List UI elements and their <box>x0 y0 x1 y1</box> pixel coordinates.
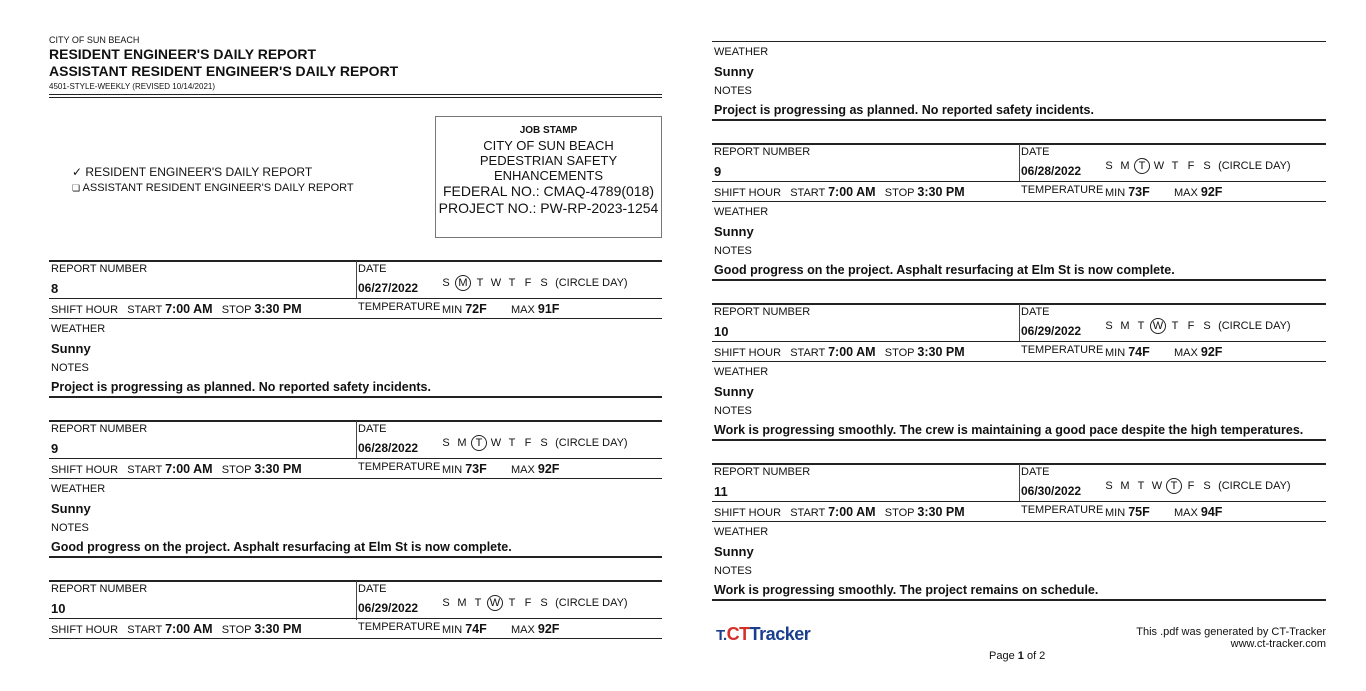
notes-value: Good progress on the project. Asphalt resurfacing at Elm St is now complete. <box>714 263 1175 277</box>
circled-day: W <box>487 595 503 611</box>
max-label: MAX <box>1174 507 1198 519</box>
ct-tracker-logo <box>716 624 810 645</box>
date-label: DATE <box>1021 306 1050 318</box>
report-subtitle: ASSISTANT RESIDENT ENGINEER'S DAILY REPORT <box>49 63 399 79</box>
row-rule <box>712 201 1326 202</box>
shift-hour-label: SHIFT HOUR <box>714 187 782 199</box>
circle-day-label: (CIRCLE DAY) <box>555 597 628 609</box>
min-value: 74F <box>465 622 487 636</box>
continued-rule <box>712 41 1326 42</box>
stop-label: STOP <box>221 464 252 476</box>
date-value: 06/29/2022 <box>1021 324 1082 338</box>
date-label: DATE <box>1021 146 1050 158</box>
checkbox-icon: ❏ <box>72 183 81 193</box>
day-letter: T <box>474 597 482 609</box>
day-letter: F <box>1187 320 1195 332</box>
temperature-label: TEMPERATURE <box>1021 504 1104 516</box>
row-rule <box>49 638 662 639</box>
start-label: START <box>790 507 826 519</box>
shift-hour-row <box>714 185 965 199</box>
notes-value: Work is progressing smoothly. The project remains on schedule. <box>714 583 1099 597</box>
block-bottom-rule <box>712 599 1326 601</box>
start-value: 7:00 AM <box>828 345 876 359</box>
row-rule <box>712 341 1326 342</box>
report-number-label: REPORT NUMBER <box>714 146 811 158</box>
day-letter: S <box>442 277 450 289</box>
max-label: MAX <box>511 464 535 476</box>
page-of: of 2 <box>1026 650 1046 662</box>
circle-day-label: (CIRCLE DAY) <box>1218 320 1291 332</box>
job-stamp-line: PEDESTRIAN SAFETY <box>479 153 618 168</box>
stop-label: STOP <box>884 347 915 359</box>
checklist-label: RESIDENT ENGINEER'S DAILY REPORT <box>85 165 313 179</box>
circle-day-row <box>438 435 628 451</box>
checklist-item-assistant <box>72 182 354 194</box>
block-bottom-rule <box>49 396 662 398</box>
checkmark-icon: ✓ <box>72 165 83 179</box>
day-letter: T <box>508 437 516 449</box>
report-number-value: 11 <box>714 484 728 499</box>
date-value: 06/29/2022 <box>358 601 419 615</box>
job-stamp <box>435 116 662 238</box>
weather-label: WEATHER <box>51 483 106 495</box>
date-value: 06/27/2022 <box>358 281 419 295</box>
weather-label: WEATHER <box>714 206 769 218</box>
stop-label: STOP <box>884 187 915 199</box>
start-value: 7:00 AM <box>828 505 876 519</box>
city-label: CITY OF SUN BEACH <box>49 35 140 45</box>
min-value: 73F <box>1128 185 1150 199</box>
day-letter: S <box>442 597 450 609</box>
circled-day: T <box>1166 478 1182 494</box>
day-letter: T <box>508 597 516 609</box>
notes-value: Good progress on the project. Asphalt resurfacing at Elm St is now complete. <box>51 540 512 554</box>
day-letter: T <box>1171 160 1179 172</box>
weather-value: Sunny <box>714 544 754 559</box>
circle-day-label: (CIRCLE DAY) <box>555 277 628 289</box>
max-label: MAX <box>1174 187 1198 199</box>
day-letter: F <box>1187 480 1195 492</box>
max-label: MAX <box>511 304 535 316</box>
stop-value: 3:30 PM <box>254 622 302 636</box>
day-letter: M <box>1120 320 1130 332</box>
report-number-value: 10 <box>51 601 66 616</box>
row-rule <box>712 361 1326 362</box>
temp-max <box>1174 345 1222 359</box>
circle-day-label: (CIRCLE DAY) <box>1218 480 1291 492</box>
notes-value: Project is progressing as planned. No reported safety incidents. <box>51 380 431 394</box>
block-bottom-rule <box>49 556 662 558</box>
page-label: Page <box>989 650 1015 662</box>
start-label: START <box>127 624 163 636</box>
column-divider <box>1019 464 1020 502</box>
day-letter: M <box>1120 160 1130 172</box>
temperature-label: TEMPERATURE <box>358 461 441 473</box>
generated-url[interactable]: www.ct-tracker.com <box>1230 638 1326 650</box>
shift-hour-label: SHIFT HOUR <box>51 304 119 316</box>
start-value: 7:00 AM <box>165 622 213 636</box>
day-letter: T <box>1171 320 1179 332</box>
temp-min <box>1105 505 1150 519</box>
row-rule <box>712 501 1326 502</box>
day-letter: S <box>1203 160 1211 172</box>
date-value: 06/28/2022 <box>358 441 419 455</box>
min-label: MIN <box>1105 507 1126 519</box>
page-number: 1 <box>1017 650 1024 662</box>
shift-hour-row <box>51 462 302 476</box>
max-value: 92F <box>537 462 560 476</box>
day-letter: T <box>1137 480 1145 492</box>
shift-hour-label: SHIFT HOUR <box>714 347 782 359</box>
shift-hour-row <box>51 302 302 316</box>
temp-max <box>511 302 559 316</box>
report-number-value: 8 <box>51 281 59 296</box>
min-label: MIN <box>1105 187 1126 199</box>
row-rule <box>49 318 662 319</box>
notes-value: Work is progressing smoothly. The crew is maintaining a good pace despite the high temperatures. <box>714 423 1304 437</box>
block-bottom-rule <box>712 439 1326 441</box>
stop-value: 3:30 PM <box>917 345 965 359</box>
federal-number: FEDERAL NO.: CMAQ-4789(018) <box>442 183 655 199</box>
shift-hour-label: SHIFT HOUR <box>714 507 782 519</box>
day-letter: S <box>442 437 450 449</box>
start-label: START <box>127 304 163 316</box>
max-label: MAX <box>511 624 535 636</box>
temp-max <box>1174 185 1222 199</box>
circle-day-row <box>1101 318 1291 334</box>
page-indicator <box>989 650 1045 662</box>
stop-value: 3:30 PM <box>917 185 965 199</box>
stop-value: 3:30 PM <box>917 505 965 519</box>
notes-label: NOTES <box>714 85 752 97</box>
row-rule <box>49 458 662 459</box>
column-divider <box>1019 304 1020 342</box>
temp-max <box>511 622 559 636</box>
day-letter: F <box>524 597 532 609</box>
temp-min <box>442 462 487 476</box>
temperature-label: TEMPERATURE <box>358 301 441 313</box>
min-label: MIN <box>442 624 463 636</box>
circled-day: T <box>1134 158 1150 174</box>
job-stamp-line: ENHANCEMENTS <box>493 168 604 183</box>
circle-day-row <box>1101 478 1291 494</box>
min-label: MIN <box>1105 347 1126 359</box>
shift-hour-label: SHIFT HOUR <box>51 464 119 476</box>
temp-min <box>442 622 487 636</box>
row-rule <box>712 181 1326 182</box>
start-value: 7:00 AM <box>165 462 213 476</box>
max-value: 92F <box>1200 185 1223 199</box>
max-value: 92F <box>537 622 560 636</box>
start-label: START <box>127 464 163 476</box>
day-letter: S <box>1203 480 1211 492</box>
shift-hour-label: SHIFT HOUR <box>51 624 119 636</box>
day-letter: S <box>1105 320 1113 332</box>
generated-note <box>1136 626 1326 650</box>
shift-hour-row <box>714 505 965 519</box>
weather-label: WEATHER <box>714 46 769 58</box>
project-number: PROJECT NO.: PW-RP-2023-1254 <box>438 200 659 216</box>
min-value: 74F <box>1128 345 1150 359</box>
day-letter: F <box>1187 160 1195 172</box>
temp-max <box>511 462 559 476</box>
day-letter: W <box>1153 160 1165 172</box>
weather-label: WEATHER <box>714 526 769 538</box>
start-label: START <box>790 347 826 359</box>
stop-value: 3:30 PM <box>254 302 302 316</box>
date-label: DATE <box>1021 466 1050 478</box>
max-value: 92F <box>1200 345 1223 359</box>
stop-label: STOP <box>221 304 252 316</box>
min-value: 75F <box>1128 505 1150 519</box>
logo-tracker: Tracker <box>749 624 811 644</box>
notes-label: NOTES <box>714 405 752 417</box>
temp-min <box>1105 185 1150 199</box>
weather-value: Sunny <box>714 384 754 399</box>
weather-value: Sunny <box>714 64 754 79</box>
row-rule <box>49 298 662 299</box>
report-title: RESIDENT ENGINEER'S DAILY REPORT <box>49 46 317 62</box>
report-number-value: 9 <box>714 164 722 179</box>
date-label: DATE <box>358 263 387 275</box>
min-label: MIN <box>442 464 463 476</box>
date-value: 06/28/2022 <box>1021 164 1082 178</box>
day-letter: S <box>1105 480 1113 492</box>
generated-text: This .pdf was generated by CT-Tracker <box>1136 626 1326 638</box>
block-bottom-rule <box>712 119 1326 121</box>
row-rule <box>49 478 662 479</box>
day-letter: M <box>457 597 467 609</box>
min-value: 72F <box>465 302 487 316</box>
report-number-label: REPORT NUMBER <box>51 583 148 595</box>
job-stamp-label: JOB STAMP <box>519 125 578 136</box>
notes-value: Project is progressing as planned. No reported safety incidents. <box>714 103 1094 117</box>
day-letter: M <box>1120 480 1130 492</box>
temp-max <box>1174 505 1222 519</box>
day-letter: S <box>540 277 548 289</box>
temp-min <box>442 302 487 316</box>
report-number-label: REPORT NUMBER <box>714 466 811 478</box>
row-rule <box>712 521 1326 522</box>
weather-value: Sunny <box>51 501 91 516</box>
day-letter: S <box>1105 160 1113 172</box>
column-divider <box>356 421 357 459</box>
weather-label: WEATHER <box>51 323 106 335</box>
date-label: DATE <box>358 583 387 595</box>
report-number-value: 10 <box>714 324 729 339</box>
weather-label: WEATHER <box>714 366 769 378</box>
start-value: 7:00 AM <box>828 185 876 199</box>
day-letter: S <box>1203 320 1211 332</box>
day-letter: F <box>524 277 532 289</box>
report-number-label: REPORT NUMBER <box>51 263 148 275</box>
start-value: 7:00 AM <box>165 302 213 316</box>
min-label: MIN <box>442 304 463 316</box>
stop-label: STOP <box>884 507 915 519</box>
notes-label: NOTES <box>51 362 89 374</box>
checklist-item-resident <box>72 165 312 179</box>
day-letter: W <box>490 277 502 289</box>
circled-day: M <box>455 275 471 291</box>
circle-day-row <box>438 595 628 611</box>
stop-label: STOP <box>221 624 252 636</box>
job-stamp-line: CITY OF SUN BEACH <box>483 138 614 153</box>
notes-label: NOTES <box>714 245 752 257</box>
form-code: 4501-STYLE-WEEKLY (REVISED 10/14/2021) <box>49 82 216 91</box>
circle-day-row <box>1101 158 1291 174</box>
report-number-value: 9 <box>51 441 59 456</box>
day-letter: F <box>524 437 532 449</box>
report-number-label: REPORT NUMBER <box>51 423 148 435</box>
day-letter: W <box>1151 480 1163 492</box>
column-divider <box>1019 144 1020 182</box>
header-rule <box>49 94 662 95</box>
checklist-label: ASSISTANT RESIDENT ENGINEER'S DAILY REPORT <box>82 182 354 194</box>
date-label: DATE <box>358 423 387 435</box>
notes-label: NOTES <box>51 522 89 534</box>
shift-hour-row <box>714 345 965 359</box>
day-letter: T <box>1137 320 1145 332</box>
date-value: 06/30/2022 <box>1021 484 1082 498</box>
logo-ct: CT <box>726 624 750 644</box>
temp-min <box>1105 345 1150 359</box>
temperature-label: TEMPERATURE <box>1021 344 1104 356</box>
circle-day-row <box>438 275 628 291</box>
max-value: 91F <box>537 302 560 316</box>
day-letter: M <box>457 437 467 449</box>
min-value: 73F <box>465 462 487 476</box>
temperature-label: TEMPERATURE <box>1021 184 1104 196</box>
day-letter: T <box>508 277 516 289</box>
notes-label: NOTES <box>714 565 752 577</box>
weather-value: Sunny <box>714 224 754 239</box>
day-letter: W <box>490 437 502 449</box>
header-rule-2 <box>49 97 662 98</box>
stop-value: 3:30 PM <box>254 462 302 476</box>
logo-mark-icon: T. <box>716 627 727 644</box>
temperature-label: TEMPERATURE <box>358 621 441 633</box>
row-rule <box>49 618 662 619</box>
day-letter: T <box>476 277 484 289</box>
start-label: START <box>790 187 826 199</box>
circled-day: T <box>471 435 487 451</box>
circle-day-label: (CIRCLE DAY) <box>1218 160 1291 172</box>
shift-hour-row <box>51 622 302 636</box>
block-bottom-rule <box>712 279 1326 281</box>
max-label: MAX <box>1174 347 1198 359</box>
day-letter: S <box>540 437 548 449</box>
max-value: 94F <box>1200 505 1223 519</box>
report-number-label: REPORT NUMBER <box>714 306 811 318</box>
column-divider <box>356 261 357 299</box>
day-letter: S <box>540 597 548 609</box>
column-divider <box>356 581 357 620</box>
circled-day: W <box>1150 318 1166 334</box>
weather-value: Sunny <box>51 341 91 356</box>
circle-day-label: (CIRCLE DAY) <box>555 437 628 449</box>
